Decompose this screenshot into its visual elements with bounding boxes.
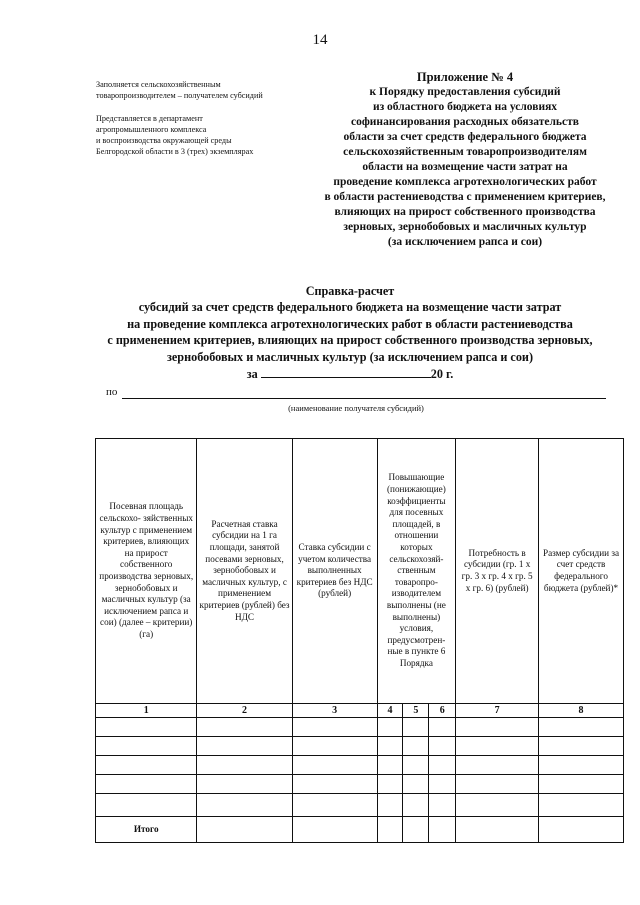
- table-row: [96, 756, 624, 775]
- appendix-header: [300, 70, 630, 250]
- table-cell[interactable]: [292, 718, 377, 737]
- table-cell[interactable]: [539, 718, 624, 737]
- total-label: Итого: [96, 817, 197, 843]
- appendix-line: области за счет средств федерального бюджета: [343, 131, 587, 143]
- table-cell[interactable]: [429, 756, 456, 775]
- certificate-line: с применением критериев, влияющих на прирост собственного производства зерновых,: [107, 333, 593, 348]
- recipient-row: [106, 386, 606, 398]
- table-row: [96, 794, 624, 817]
- table-cell[interactable]: [377, 794, 403, 817]
- header-cell: Потребность в субсидии (гр. 1 х гр. 3 х гр. 4 х гр. 5 х гр. 6) (рублей): [456, 439, 539, 704]
- table-cell[interactable]: [539, 794, 624, 817]
- table-cell[interactable]: [292, 794, 377, 817]
- appendix-line: зерновых, зернобобовых и масличных культур: [343, 221, 587, 233]
- table-cell[interactable]: [403, 737, 429, 756]
- table-cell[interactable]: [197, 775, 292, 794]
- recipient-prefix: по: [106, 386, 118, 398]
- table-cell[interactable]: [96, 775, 197, 794]
- table-cell[interactable]: [429, 817, 456, 843]
- table-cell[interactable]: [456, 794, 539, 817]
- appendix-line: в области растениеводства с применением критериев,: [324, 191, 606, 203]
- submit-instructions: [96, 113, 253, 157]
- table-cell[interactable]: [377, 775, 403, 794]
- column-number-row: [96, 704, 624, 718]
- table-row: [96, 737, 624, 756]
- submit-line: Белгородской области в 3 (трех) экземплярах: [96, 147, 254, 156]
- column-number: 4: [377, 704, 403, 718]
- page-number: 14: [312, 32, 328, 48]
- recipient-blank[interactable]: [122, 398, 606, 399]
- appendix-line: влияющих на прирост собственного производства: [334, 206, 596, 218]
- period-year: 20: [430, 367, 443, 382]
- header-cell: Повышающие (понижающие) коэффициенты для посевных площадей, в отношении которых сельскохозяй- ственным товаропро- изводителем выполнены (не выполнены) условия, предусмотрен- ные в пункте 6 Порядка: [377, 439, 456, 704]
- appendix-line: софинансирования расходных обязательств: [351, 116, 579, 128]
- fill-instructions: [96, 79, 263, 101]
- period-line: [80, 365, 620, 382]
- appendix-line: из областного бюджета на условиях: [372, 101, 558, 113]
- table-cell[interactable]: [403, 756, 429, 775]
- table-cell[interactable]: [429, 794, 456, 817]
- table-cell[interactable]: [429, 737, 456, 756]
- certificate-line: на проведение комплекса агротехнологических работ в области растениеводства: [127, 316, 573, 331]
- table-cell[interactable]: [197, 718, 292, 737]
- header-cell: Размер субсидии за счет средств федерального бюджета (рублей)*: [539, 439, 624, 704]
- recipient-label: (наименование получателя субсидий): [288, 403, 424, 413]
- appendix-line: проведение комплекса агротехнологических работ: [333, 176, 597, 188]
- column-number: 2: [197, 704, 292, 718]
- table-cell[interactable]: [403, 817, 429, 843]
- column-number: 6: [429, 704, 456, 718]
- table-cell[interactable]: [429, 775, 456, 794]
- header-row: [96, 439, 624, 704]
- table-cell[interactable]: [197, 817, 292, 843]
- appendix-line: к Порядку предоставления субсидий: [369, 86, 561, 98]
- column-number: 7: [456, 704, 539, 718]
- table-cell[interactable]: [377, 737, 403, 756]
- table-cell[interactable]: [292, 737, 377, 756]
- table-cell[interactable]: [539, 756, 624, 775]
- certificate-line: субсидий за счет средств федерального бюджета на возмещение части затрат: [138, 300, 562, 315]
- header-cell: Ставка субсидии с учетом количества выполненных критериев без НДС (рублей): [292, 439, 377, 704]
- period-prefix: за: [246, 367, 258, 382]
- appendix-line: сельскохозяйственным товаропроизводителям: [343, 146, 587, 158]
- table-cell[interactable]: [96, 794, 197, 817]
- fill-line: Заполняется сельскохозяйственным: [96, 80, 221, 89]
- table-cell[interactable]: [292, 756, 377, 775]
- table-cell[interactable]: [539, 775, 624, 794]
- appendix-title: Приложение № 4: [416, 70, 514, 84]
- submit-line: Представляется в департамент: [96, 114, 203, 123]
- table-cell[interactable]: [96, 737, 197, 756]
- submit-line: и воспроизводства окружающей среды: [96, 136, 232, 145]
- table-cell[interactable]: [197, 756, 292, 775]
- submit-line: агропромышленного комплекса: [96, 125, 207, 134]
- table-cell[interactable]: [456, 718, 539, 737]
- table-cell[interactable]: [403, 775, 429, 794]
- table-cell[interactable]: [96, 718, 197, 737]
- calculation-table: [95, 438, 624, 843]
- table-cell[interactable]: [456, 817, 539, 843]
- certificate-line: зернобобовых и масличных культур (за исключением рапса и сои): [167, 349, 533, 364]
- table-cell[interactable]: [292, 775, 377, 794]
- appendix-line: (за исключением рапса и сои): [387, 236, 543, 248]
- table-cell[interactable]: [429, 718, 456, 737]
- period-blank[interactable]: [261, 365, 431, 378]
- table-cell[interactable]: [539, 737, 624, 756]
- appendix-line: области на возмещение части затрат на: [362, 161, 568, 173]
- table-cell[interactable]: [197, 794, 292, 817]
- table-cell[interactable]: [539, 817, 624, 843]
- table-cell[interactable]: [292, 817, 377, 843]
- column-number: 3: [292, 704, 377, 718]
- table-cell[interactable]: [456, 756, 539, 775]
- table-cell[interactable]: [377, 756, 403, 775]
- header-cell: Расчетная ставка субсидии на 1 га площади, занятой посевами зерновых, зернобобовых и масличных культур, с применением критериев (рублей) без НДС: [197, 439, 292, 704]
- total-row: [96, 817, 624, 843]
- table-cell[interactable]: [456, 737, 539, 756]
- header-cell: Посевная площадь сельскохо- зяйственных культур с применением критериев, влияющих на прирост собственного производства зерновых, зернобобовых и масличных культур (за исключением рапса и сои) (далее – критерии) (га): [96, 439, 197, 704]
- certificate-header: [80, 283, 620, 382]
- table-cell[interactable]: [403, 718, 429, 737]
- period-suffix: г.: [446, 367, 454, 382]
- table-cell[interactable]: [96, 756, 197, 775]
- column-number: 5: [403, 704, 429, 718]
- fill-line: товаропроизводителем – получателем субсидий: [96, 91, 263, 100]
- table-cell[interactable]: [197, 737, 292, 756]
- table-cell[interactable]: [377, 718, 403, 737]
- table-row: [96, 775, 624, 794]
- table-cell[interactable]: [377, 817, 403, 843]
- certificate-title: Справка-расчет: [305, 284, 395, 298]
- table-row: [96, 718, 624, 737]
- column-number: 1: [96, 704, 197, 718]
- table-cell[interactable]: [403, 794, 429, 817]
- table-cell[interactable]: [456, 775, 539, 794]
- column-number: 8: [539, 704, 624, 718]
